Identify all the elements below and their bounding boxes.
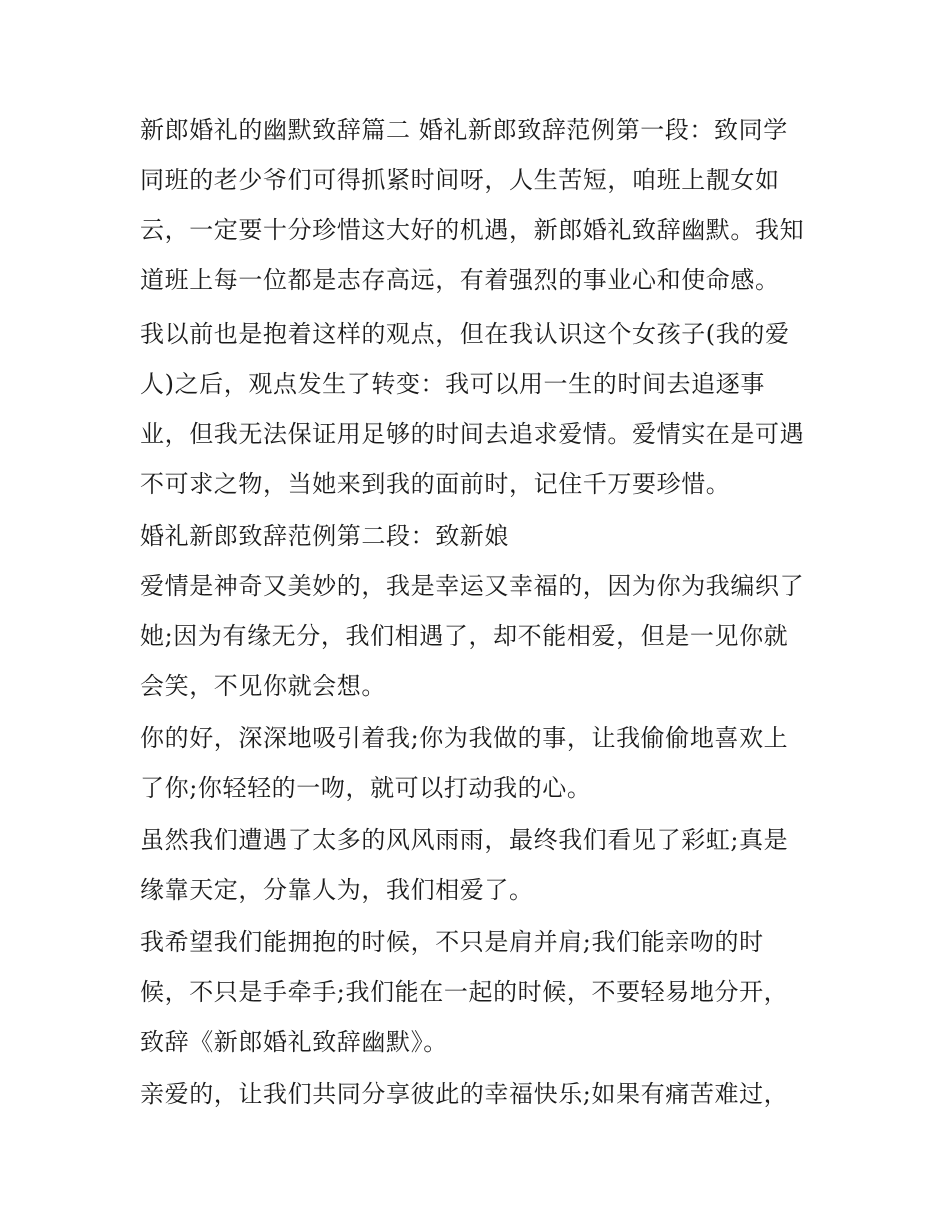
text-line: 云，一定要十分珍惜这大好的机遇，新郎婚礼致辞幽默。我知: [140, 216, 805, 244]
section-heading: 婚礼新郎致辞范例第二段：致新娘: [140, 522, 509, 550]
text-line: 人)之后，观点发生了转变：我可以用一生的时间去追逐事: [140, 370, 765, 398]
text-line: 亲爱的，让我们共同分享彼此的幸福快乐;如果有痛苦难过，: [140, 1080, 789, 1108]
text-line: 了你;你轻轻的一吻，就可以打动我的心。: [140, 774, 592, 802]
text-line: 致辞《新郎婚礼致辞幽默》。: [140, 1028, 448, 1056]
text-line: 爱情是神奇又美妙的，我是幸运又幸福的，因为你为我编织了: [140, 572, 805, 600]
text-line: 我以前也是抱着这样的观点，但在我认识这个女孩子(我的爱: [140, 320, 790, 348]
text-line: 同班的老少爷们可得抓紧时间呀，人生苦短，咱班上靓女如: [140, 166, 780, 194]
text-line: 虽然我们遭遇了太多的风风雨雨，最终我们看见了彩虹;真是: [140, 826, 789, 854]
text-line: 我希望我们能拥抱的时候，不只是肩并肩;我们能亲吻的时: [140, 928, 764, 956]
text-line: 你的好，深深地吸引着我;你为我做的事，让我偷偷地喜欢上: [140, 724, 789, 752]
text-line: 新郎婚礼的幽默致辞篇二 婚礼新郎致辞范例第一段：致同学: [140, 116, 788, 144]
text-line: 道班上每一位都是志存高远，有着强烈的事业心和使命感。: [140, 266, 780, 294]
text-line: 她;因为有缘无分，我们相遇了，却不能相爱，但是一见你就: [140, 622, 789, 650]
text-line: 不可求之物，当她来到我的面前时，记住千万要珍惜。: [140, 470, 731, 498]
text-line: 会笑，不见你就会想。: [140, 672, 386, 700]
text-line: 候，不只是手牵手;我们能在一起的时候，不要轻易地分开，: [140, 978, 789, 1006]
text-line: 业，但我无法保证用足够的时间去追求爱情。爱情实在是可遇: [140, 420, 805, 448]
text-line: 缘靠天定，分靠人为，我们相爱了。: [140, 876, 534, 904]
